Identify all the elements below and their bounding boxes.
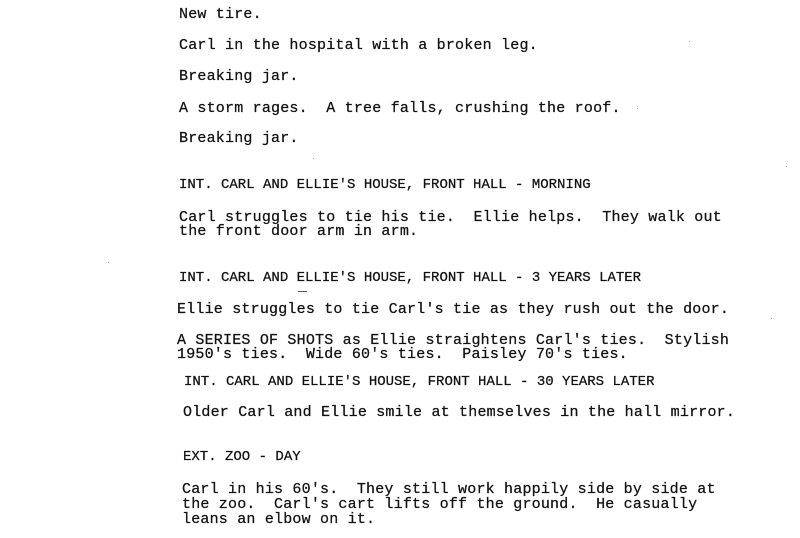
action-line: leans an elbow on it. bbox=[182, 511, 376, 528]
scan-speck bbox=[771, 318, 772, 319]
scene-heading: INT. CARL AND ELLIE'S HOUSE, FRONT HALL - 30 YEARS LATER bbox=[184, 374, 655, 390]
action-line: Breaking jar. bbox=[179, 130, 299, 147]
scan-speck bbox=[689, 41, 690, 42]
action-line: A SERIES OF SHOTS as Ellie straightens Carl's ties. Stylish bbox=[177, 332, 730, 349]
action-line: 1950's ties. Wide 60's ties. Paisley 70's ties. bbox=[177, 346, 628, 363]
action-line: the zoo. Carl's cart lifts off the ground. He casually bbox=[182, 496, 698, 513]
scan-dash-mark bbox=[298, 291, 307, 292]
scene-heading: INT. CARL AND ELLIE'S HOUSE, FRONT HALL - MORNING bbox=[179, 177, 591, 193]
action-line: Older Carl and Ellie smile at themselves in the hall mirror. bbox=[183, 404, 736, 421]
action-line: New tire. bbox=[179, 6, 262, 23]
action-line: A storm rages. A tree falls, crushing the roof. bbox=[179, 100, 621, 117]
action-line: Ellie struggles to tie Carl's tie as they rush out the door. bbox=[177, 301, 730, 318]
action-line: Carl struggles to tie his tie. Ellie helps. They walk out bbox=[179, 209, 722, 226]
scan-speck bbox=[108, 262, 109, 263]
action-line: the front door arm in arm. bbox=[179, 223, 419, 240]
action-line: Carl in his 60's. They still work happily side by side at bbox=[182, 481, 716, 498]
action-line: Carl in the hospital with a broken leg. bbox=[179, 37, 538, 54]
scan-speck bbox=[313, 158, 314, 159]
scene-heading: INT. CARL AND ELLIE'S HOUSE, FRONT HALL - 3 YEARS LATER bbox=[179, 270, 642, 286]
action-line: Breaking jar. bbox=[179, 68, 299, 85]
scan-speck bbox=[786, 166, 787, 167]
scan-speck bbox=[637, 108, 638, 109]
scene-heading: EXT. ZOO - DAY bbox=[183, 449, 301, 465]
